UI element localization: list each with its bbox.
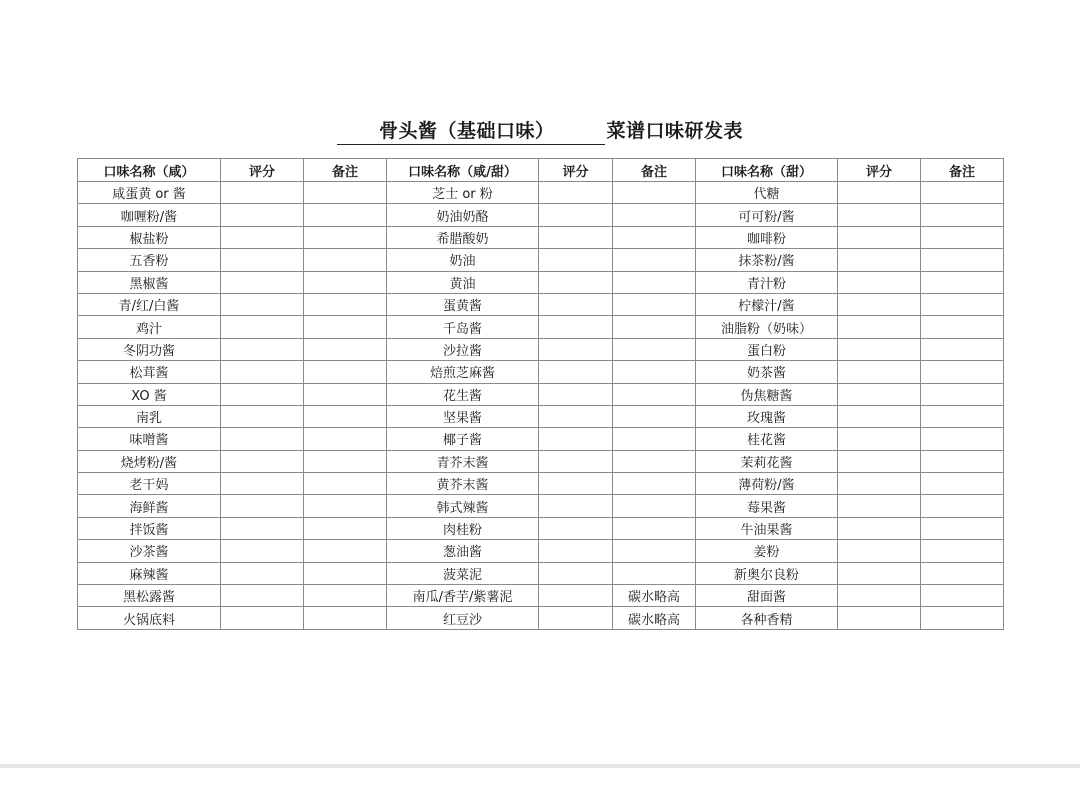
score-cell: [221, 562, 304, 584]
remark-cell: [921, 182, 1004, 204]
flavor-name-cell: 奶油奶酪: [387, 204, 539, 226]
remark-cell: [921, 495, 1004, 517]
flavor-name-cell: 焙煎芝麻酱: [387, 361, 539, 383]
score-cell: [838, 338, 921, 360]
column-header: 备注: [304, 159, 387, 182]
flavor-name-cell: 麻辣酱: [78, 562, 221, 584]
title-fill-blank: [555, 123, 605, 145]
table-row: [78, 204, 1004, 226]
flavor-research-table: [77, 158, 1004, 630]
remark-cell: [921, 383, 1004, 405]
score-cell: [539, 249, 613, 271]
score-cell: [539, 182, 613, 204]
score-cell: [838, 249, 921, 271]
score-cell: [539, 585, 613, 607]
table-row: [78, 338, 1004, 360]
score-cell: [838, 226, 921, 248]
table-row: [78, 495, 1004, 517]
title-main: 菜谱口味研发表: [606, 120, 744, 142]
column-header: 口味名称（咸）: [78, 159, 221, 182]
score-cell: [838, 540, 921, 562]
remark-cell: [613, 383, 696, 405]
flavor-name-cell: 红豆沙: [387, 607, 539, 629]
flavor-name-cell: 椒盐粉: [78, 226, 221, 248]
flavor-name-cell: 葱油酱: [387, 540, 539, 562]
remark-cell: [613, 495, 696, 517]
score-cell: [838, 450, 921, 472]
flavor-name-cell: 蛋白粉: [696, 338, 838, 360]
table-row: [78, 361, 1004, 383]
remark-cell: [921, 226, 1004, 248]
remark-cell: [613, 473, 696, 495]
score-cell: [539, 293, 613, 315]
score-cell: [838, 495, 921, 517]
table-row: [78, 182, 1004, 204]
score-cell: [838, 585, 921, 607]
table-row: [78, 562, 1004, 584]
remark-cell: [613, 316, 696, 338]
column-header: 备注: [921, 159, 1004, 182]
remark-cell: [921, 316, 1004, 338]
score-cell: [838, 204, 921, 226]
table-body: [78, 182, 1004, 630]
table-row: [78, 517, 1004, 539]
flavor-name-cell: 薄荷粉/酱: [696, 473, 838, 495]
page-bottom-divider: [0, 764, 1080, 768]
remark-cell: [304, 293, 387, 315]
score-cell: [221, 271, 304, 293]
flavor-name-cell: 希腊酸奶: [387, 226, 539, 248]
remark-cell: [613, 293, 696, 315]
score-cell: [539, 562, 613, 584]
flavor-name-cell: 青汁粉: [696, 271, 838, 293]
remark-cell: [304, 405, 387, 427]
remark-cell: [304, 428, 387, 450]
remark-cell: [921, 517, 1004, 539]
remark-cell: [304, 249, 387, 271]
flavor-name-cell: XO 酱: [78, 383, 221, 405]
column-header: 评分: [221, 159, 304, 182]
remark-cell: [613, 182, 696, 204]
score-cell: [539, 428, 613, 450]
remark-cell: [304, 495, 387, 517]
remark-cell: 碳水略高: [613, 585, 696, 607]
remark-cell: [304, 473, 387, 495]
score-cell: [539, 405, 613, 427]
flavor-name-cell: 老干妈: [78, 473, 221, 495]
remark-cell: [921, 204, 1004, 226]
flavor-name-cell: 抹茶粉/酱: [696, 249, 838, 271]
score-cell: [539, 607, 613, 629]
flavor-name-cell: 黄芥末酱: [387, 473, 539, 495]
score-cell: [539, 338, 613, 360]
table-header-row: [78, 159, 1004, 182]
remark-cell: [613, 204, 696, 226]
score-cell: [221, 473, 304, 495]
table-row: [78, 585, 1004, 607]
remark-cell: [921, 540, 1004, 562]
column-header: 口味名称（甜）: [696, 159, 838, 182]
remark-cell: 碳水略高: [613, 607, 696, 629]
flavor-name-cell: 甜面酱: [696, 585, 838, 607]
score-cell: [221, 338, 304, 360]
score-cell: [539, 473, 613, 495]
remark-cell: [613, 271, 696, 293]
score-cell: [221, 204, 304, 226]
score-cell: [838, 182, 921, 204]
remark-cell: [921, 562, 1004, 584]
flavor-name-cell: 伪焦糖酱: [696, 383, 838, 405]
flavor-name-cell: 各种香精: [696, 607, 838, 629]
remark-cell: [921, 361, 1004, 383]
flavor-name-cell: 五香粉: [78, 249, 221, 271]
remark-cell: [921, 405, 1004, 427]
table-row: [78, 450, 1004, 472]
flavor-name-cell: 奶油: [387, 249, 539, 271]
score-cell: [838, 271, 921, 293]
remark-cell: [613, 405, 696, 427]
score-cell: [221, 383, 304, 405]
score-cell: [838, 473, 921, 495]
table-row: [78, 473, 1004, 495]
flavor-name-cell: 咖啡粉: [696, 226, 838, 248]
flavor-name-cell: 黑椒酱: [78, 271, 221, 293]
score-cell: [221, 226, 304, 248]
flavor-name-cell: 桂花酱: [696, 428, 838, 450]
column-header: 口味名称（咸/甜）: [387, 159, 539, 182]
flavor-name-cell: 芝士 or 粉: [387, 182, 539, 204]
table-row: [78, 405, 1004, 427]
score-cell: [221, 316, 304, 338]
document-title: [0, 116, 1080, 145]
title-blank-underlined: [337, 116, 555, 145]
flavor-name-cell: 姜粉: [696, 540, 838, 562]
score-cell: [838, 607, 921, 629]
flavor-name-cell: 玫瑰酱: [696, 405, 838, 427]
flavor-name-cell: 黄油: [387, 271, 539, 293]
remark-cell: [921, 271, 1004, 293]
flavor-name-cell: 莓果酱: [696, 495, 838, 517]
score-cell: [221, 450, 304, 472]
flavor-name-cell: 茉莉花酱: [696, 450, 838, 472]
flavor-name-cell: 火锅底料: [78, 607, 221, 629]
remark-cell: [304, 204, 387, 226]
remark-cell: [921, 473, 1004, 495]
flavor-name-cell: 柠檬汁/酱: [696, 293, 838, 315]
remark-cell: [304, 182, 387, 204]
flavor-name-cell: 冬阴功酱: [78, 338, 221, 360]
score-cell: [221, 540, 304, 562]
remark-cell: [304, 450, 387, 472]
score-cell: [838, 293, 921, 315]
score-cell: [838, 361, 921, 383]
score-cell: [221, 585, 304, 607]
column-header: 评分: [539, 159, 613, 182]
flavor-name-cell: 肉桂粉: [387, 517, 539, 539]
remark-cell: [921, 585, 1004, 607]
score-cell: [539, 204, 613, 226]
score-cell: [539, 361, 613, 383]
flavor-name-cell: 青/红/白酱: [78, 293, 221, 315]
score-cell: [539, 226, 613, 248]
score-cell: [221, 293, 304, 315]
flavor-name-cell: 沙茶酱: [78, 540, 221, 562]
score-cell: [539, 450, 613, 472]
score-cell: [221, 607, 304, 629]
remark-cell: [921, 607, 1004, 629]
remark-cell: [613, 562, 696, 584]
score-cell: [221, 182, 304, 204]
flavor-name-cell: 南瓜/香芋/紫薯泥: [387, 585, 539, 607]
remark-cell: [921, 293, 1004, 315]
flavor-name-cell: 菠菜泥: [387, 562, 539, 584]
flavor-name-cell: 奶茶酱: [696, 361, 838, 383]
remark-cell: [613, 450, 696, 472]
flavor-name-cell: 新奥尔良粉: [696, 562, 838, 584]
table-row: [78, 249, 1004, 271]
flavor-name-cell: 咖喱粉/酱: [78, 204, 221, 226]
flavor-name-cell: 蛋黄酱: [387, 293, 539, 315]
flavor-name-cell: 代糖: [696, 182, 838, 204]
score-cell: [221, 361, 304, 383]
remark-cell: [304, 226, 387, 248]
score-cell: [539, 271, 613, 293]
remark-cell: [304, 271, 387, 293]
score-cell: [221, 249, 304, 271]
table-row: [78, 540, 1004, 562]
flavor-name-cell: 沙拉酱: [387, 338, 539, 360]
score-cell: [221, 517, 304, 539]
table-row: [78, 607, 1004, 629]
score-cell: [838, 517, 921, 539]
score-cell: [838, 428, 921, 450]
flavor-name-cell: 松茸酱: [78, 361, 221, 383]
score-cell: [539, 316, 613, 338]
remark-cell: [613, 517, 696, 539]
flavor-name-cell: 油脂粉（奶味）: [696, 316, 838, 338]
remark-cell: [304, 585, 387, 607]
flavor-name-cell: 坚果酱: [387, 405, 539, 427]
score-cell: [838, 405, 921, 427]
column-header: 备注: [613, 159, 696, 182]
score-cell: [838, 562, 921, 584]
flavor-name-cell: 黑松露酱: [78, 585, 221, 607]
flavor-name-cell: 花生酱: [387, 383, 539, 405]
flavor-name-cell: 海鲜酱: [78, 495, 221, 517]
remark-cell: [304, 540, 387, 562]
flavor-name-cell: 韩式辣酱: [387, 495, 539, 517]
flavor-name-cell: 可可粉/酱: [696, 204, 838, 226]
score-cell: [539, 540, 613, 562]
remark-cell: [304, 338, 387, 360]
score-cell: [539, 517, 613, 539]
table-row: [78, 271, 1004, 293]
flavor-name-cell: 牛油果酱: [696, 517, 838, 539]
table-row: [78, 293, 1004, 315]
flavor-name-cell: 咸蛋黄 or 酱: [78, 182, 221, 204]
remark-cell: [921, 450, 1004, 472]
title-subject: 骨头酱（基础口味）: [378, 120, 555, 142]
remark-cell: [304, 361, 387, 383]
remark-cell: [304, 383, 387, 405]
remark-cell: [613, 249, 696, 271]
remark-cell: [613, 540, 696, 562]
flavor-name-cell: 椰子酱: [387, 428, 539, 450]
score-cell: [838, 316, 921, 338]
remark-cell: [921, 338, 1004, 360]
table-row: [78, 383, 1004, 405]
flavor-name-cell: 鸡汁: [78, 316, 221, 338]
flavor-name-cell: 南乳: [78, 405, 221, 427]
remark-cell: [304, 517, 387, 539]
flavor-name-cell: 拌饭酱: [78, 517, 221, 539]
table-row: [78, 226, 1004, 248]
remark-cell: [921, 249, 1004, 271]
remark-cell: [921, 428, 1004, 450]
table-row: [78, 428, 1004, 450]
table-row: [78, 316, 1004, 338]
column-header: 评分: [838, 159, 921, 182]
remark-cell: [613, 428, 696, 450]
score-cell: [221, 405, 304, 427]
score-cell: [539, 495, 613, 517]
score-cell: [221, 428, 304, 450]
remark-cell: [304, 607, 387, 629]
remark-cell: [613, 338, 696, 360]
flavor-name-cell: 千岛酱: [387, 316, 539, 338]
remark-cell: [304, 562, 387, 584]
flavor-name-cell: 味噌酱: [78, 428, 221, 450]
remark-cell: [613, 226, 696, 248]
remark-cell: [613, 361, 696, 383]
flavor-name-cell: 青芥末酱: [387, 450, 539, 472]
flavor-name-cell: 烧烤粉/酱: [78, 450, 221, 472]
score-cell: [221, 495, 304, 517]
score-cell: [539, 383, 613, 405]
score-cell: [838, 383, 921, 405]
remark-cell: [304, 316, 387, 338]
